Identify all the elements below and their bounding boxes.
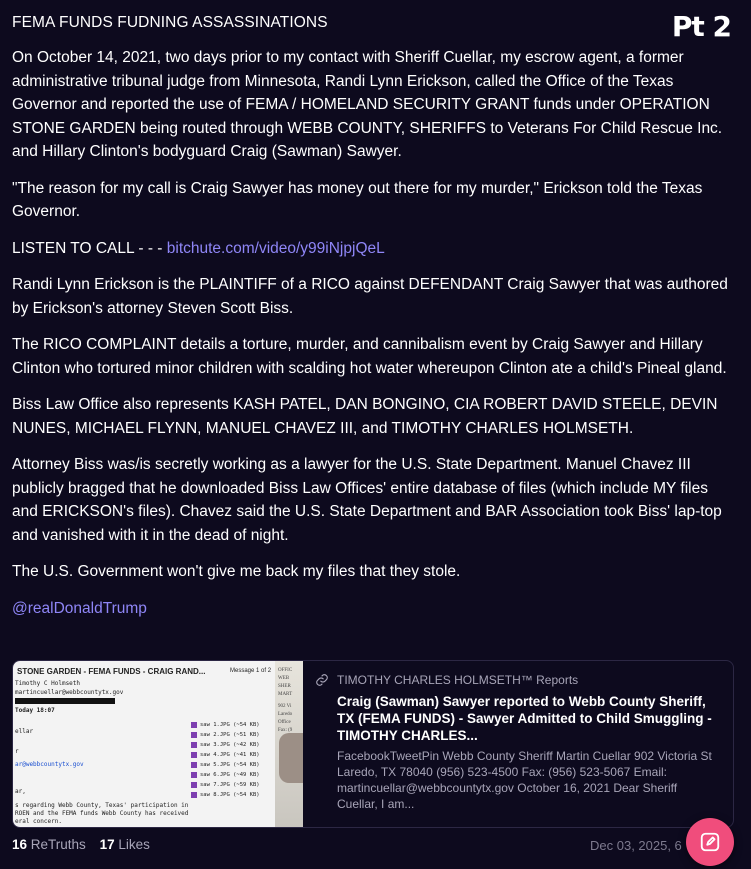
thumb-line: ellar — [15, 728, 34, 735]
file-icon — [191, 782, 197, 788]
thumb-from: Timothy C Holmseth — [15, 680, 81, 687]
preview-source-name: TIMOTHY CHARLES HOLMSETH™ Reports — [337, 673, 579, 687]
listen-prefix: LISTEN TO CALL - - - — [12, 239, 167, 257]
likes-count[interactable]: 17 — [99, 837, 115, 852]
post-paragraph-4: The RICO COMPLAINT details a torture, murder, and cannibalism event by Craig Sawyer and Hillary Clinton who tortured minor children with scalding hot water whereupon Clinton ate a child's Pineal gland. — [12, 336, 727, 377]
thumb-date: Today 18:07 — [15, 707, 55, 714]
post-stats — [12, 837, 150, 852]
thumb-file: saw 6.JPG (~49 KB) — [191, 771, 273, 780]
thumb-file-list — [191, 721, 273, 801]
post-timestamp: Dec 03, 2025, 6 — [590, 838, 682, 853]
file-icon — [191, 772, 197, 778]
post-title: FEMA FUNDS FUDNING ASSASSINATIONS — [12, 14, 328, 31]
thumb-line: s regarding Webb County, Texas' participation in — [15, 802, 189, 809]
thumb-file: saw 7.JPG (~59 KB) — [191, 781, 273, 790]
likes-label[interactable]: Likes — [118, 837, 150, 852]
thumb-line: ar@webbcountytx.gov — [15, 761, 84, 768]
post-mention-paragraph — [12, 597, 734, 621]
post-paragraph-1: On October 14, 2021, two days prior to my contact with Sheriff Cuellar, my escrow agent, a former administrative tribunal judge from Minnesota, Randi Lynn Erickson, called the Office of the Texas Governor and reported the use of FEMA / HOMELAND SECURITY GRANT funds under OPERATION STONE GARDEN being routed through WEBB COUNTY, SHERIFFS to Veterans For Child Rescue Inc. and Hillary Clinton's bodyguard Craig (Sawman) Sawyer. — [12, 49, 723, 160]
thumb-file: saw 1.JPG (~54 KB) — [191, 721, 273, 730]
post-paragraph-5: Biss Law Office also represents KASH PATEL, DAN BONGINO, CIA ROBERT DAVID STEELE, DEVIN NUNES, MICHAEL FLYNN, MANUEL CHAVEZ III, and TIMOTHY CHARLES HOLMSETH. — [12, 396, 718, 437]
thumb-file: saw 2.JPG (~51 KB) — [191, 731, 273, 740]
thumb-line: eral concern. — [15, 818, 62, 825]
thumb-file: saw 8.JPG (~54 KB) — [191, 791, 273, 800]
mention-link[interactable]: @realDonaldTrump — [12, 599, 147, 617]
link-chain-icon — [315, 673, 329, 687]
thumb-file: saw 5.JPG (~54 KB) — [191, 761, 273, 770]
file-icon — [191, 722, 197, 728]
portrait-photo — [279, 733, 303, 783]
thumb-side-image: OFFIC WEB SHER MART 902 Vi Laredo Office Fax: (9 — [275, 661, 303, 827]
thumb-line: ROEN and the FEMA funds Webb County has received — [15, 810, 189, 817]
file-icon — [191, 792, 197, 798]
thumb-file: saw 3.JPG (~42 KB) — [191, 741, 273, 750]
post-paragraph-3: Randi Lynn Erickson is the PLAINTIFF of a RICO against DEFENDANT Craig Sawyer that was authored by Erickson's attorney Steven Scott Biss. — [12, 276, 728, 317]
post-body — [12, 12, 734, 633]
file-icon — [191, 742, 197, 748]
bitchute-link[interactable]: bitchute.com/video/y99iNjpjQeL — [166, 239, 385, 257]
pencil-edit-icon — [699, 831, 721, 853]
file-icon — [191, 752, 197, 758]
compose-button[interactable] — [686, 818, 734, 866]
file-icon — [191, 762, 197, 768]
thumb-message-count: Message 1 of 2 — [230, 668, 272, 674]
retruths-label[interactable]: ReTruths — [30, 837, 86, 852]
post-paragraph-2: "The reason for my call is Craig Sawyer has money out there for my murder," Erickson told the Texas Governor. — [12, 179, 703, 220]
thumb-line: ar, — [15, 788, 26, 795]
post-paragraph-listen — [12, 237, 734, 261]
post-paragraph-7: The U.S. Government won't give me back my files that they stole. — [12, 563, 461, 580]
thumb-file: saw 4.JPG (~41 KB) — [191, 751, 273, 760]
preview-description: FacebookTweetPin Webb County Sheriff Martin Cuellar 902 Victoria St Laredo, TX 78040 (956) 523-4500 Fax: (956) 523-5067 Email: martincuellar@webbcountytx.gov October 16, 2021 Dear Sheriff Cuellar, I am... — [337, 749, 712, 811]
thumb-line: r — [15, 748, 19, 755]
file-icon — [191, 732, 197, 738]
thumb-to: martincuellar@webbcountytx.gov — [15, 689, 124, 696]
thumb-header: STONE GARDEN - FEMA FUNDS - CRAIG RAND... — [17, 667, 206, 676]
post-paragraph-6: Attorney Biss was/is secretly working as a lawyer for the U.S. State Department. Manuel Chavez III publicly bragged that he downloaded Biss Law Offices' entire database of files (which include MY files and ERICKSON's files). Chavez said the U.S. State Department and BAR Association took Biss' lap-top and vanished with it in the dead of night. — [12, 456, 722, 544]
retruths-count[interactable]: 16 — [12, 837, 28, 852]
thumb-redaction-bar — [15, 698, 115, 704]
link-preview-card[interactable] — [12, 660, 734, 828]
preview-text — [315, 673, 715, 812]
preview-source — [315, 673, 715, 687]
preview-thumbnail — [13, 661, 303, 827]
pt2-badge: Pt 2 — [671, 10, 731, 43]
preview-title[interactable]: Craig (Sawman) Sawyer reported to Webb County Sheriff, TX (FEMA FUNDS) - Sawyer Admitted to Child Smuggling - TIMOTHY CHARLES... — [337, 694, 712, 743]
